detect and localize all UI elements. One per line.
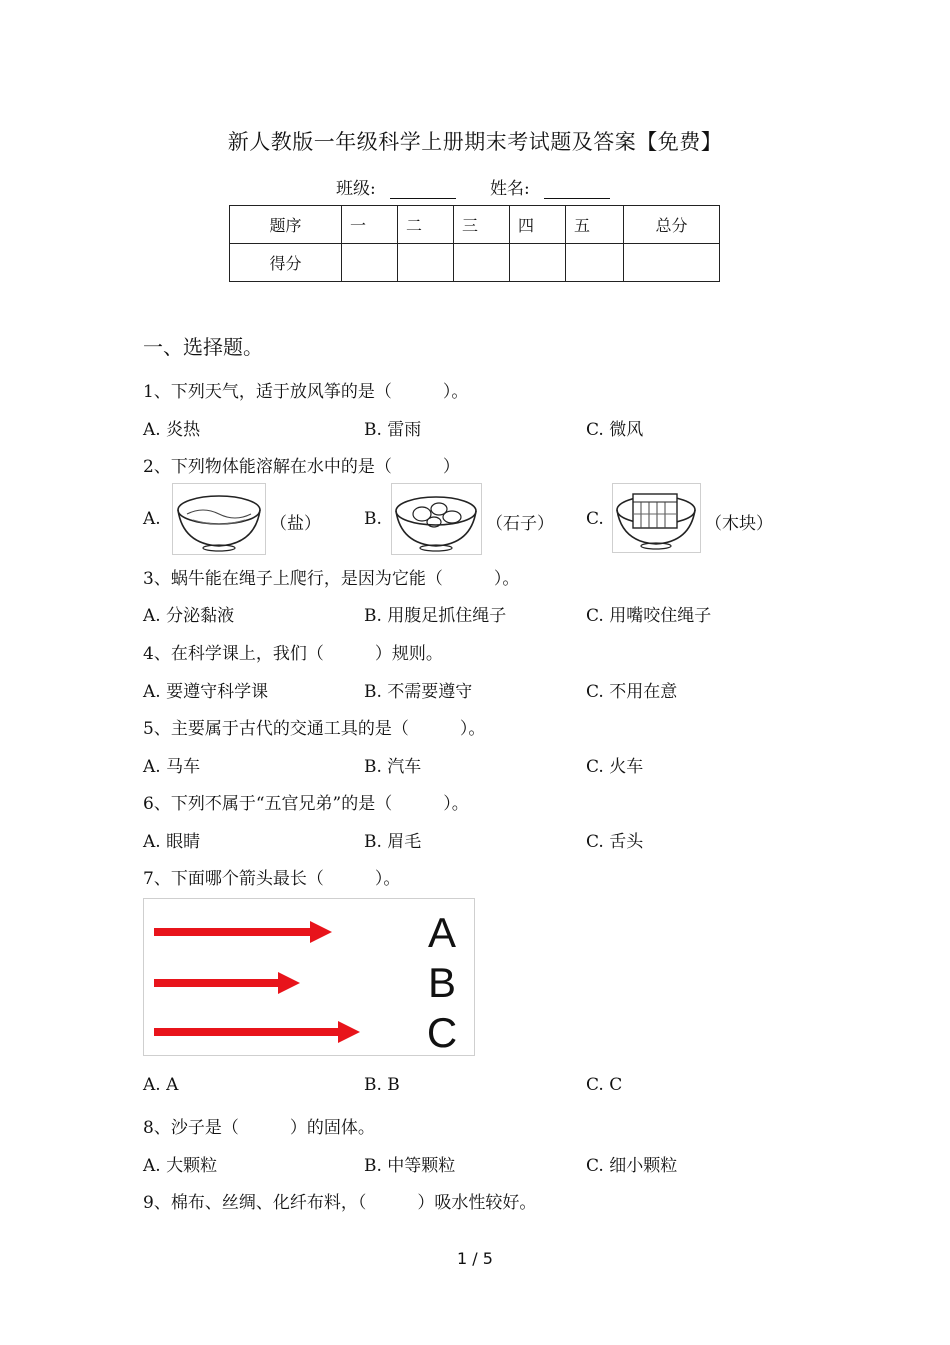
- arrow-label-c: C: [426, 1009, 458, 1055]
- arrow-comparison-figure: [143, 898, 475, 1056]
- question-5-option-b: B. 汽车: [364, 757, 422, 777]
- question-7-stem: 7、下面哪个箭头最长（ ）。: [143, 869, 401, 889]
- question-2-stem: 2、下列物体能溶解在水中的是（ ）: [143, 457, 460, 477]
- score-cell: [398, 244, 454, 282]
- score-cell: [510, 244, 566, 282]
- question-5-option-a: A. 马车: [143, 757, 201, 777]
- score-header-cell: 总分: [624, 206, 720, 244]
- question-3-stem: 3、蜗牛能在绳子上爬行，是因为它能（ ）。: [143, 569, 520, 589]
- question-2-option-c: C.: [586, 509, 604, 529]
- score-table-header-row: [230, 206, 720, 244]
- question-2-caption-c: （木块）: [705, 514, 773, 534]
- question-4-stem: 4、在科学课上，我们（ ）规则。: [143, 644, 443, 664]
- arrow-label-b: B: [427, 959, 457, 1006]
- question-3-option-a: A. 分泌黏液: [143, 606, 235, 626]
- page-number: 1 / 5: [457, 1249, 493, 1268]
- question-6-option-c: C. 舌头: [586, 832, 644, 852]
- question-8-stem: 8、沙子是（ ）的固体。: [143, 1118, 375, 1138]
- question-1-option-b: B. 雷雨: [364, 420, 422, 440]
- score-row-label: 得分: [230, 244, 342, 282]
- page-title: 新人教版一年级科学上册期末考试题及答案【免费】: [227, 130, 723, 154]
- question-1-stem: 1、下列天气，适于放风筝的是（ ）。: [143, 382, 469, 402]
- question-2-caption-b: （石子）: [486, 514, 554, 534]
- question-4-option-b: B. 不需要遵守: [364, 682, 473, 702]
- section-heading: 一、选择题。: [143, 335, 263, 359]
- wood-block-bowl-image: [612, 483, 701, 553]
- question-6-stem: 6、下列不属于“五官兄弟”的是（ ）。: [143, 794, 469, 814]
- question-5-option-c: C. 火车: [586, 757, 644, 777]
- class-label: 班级:: [336, 179, 376, 199]
- question-7-option-b: B. B: [364, 1075, 400, 1095]
- score-header-cell: 四: [510, 206, 566, 244]
- question-7-option-c: C. C: [586, 1075, 623, 1095]
- score-table-score-row: [230, 244, 720, 282]
- question-8-option-c: C. 细小颗粒: [586, 1156, 678, 1176]
- question-8-option-a: A. 大颗粒: [143, 1156, 218, 1176]
- score-cell: [624, 244, 720, 282]
- question-7-option-a: A. A: [143, 1075, 179, 1095]
- question-6-option-a: A. 眼睛: [143, 832, 201, 852]
- score-header-cell: 题序: [230, 206, 342, 244]
- class-blank: [390, 180, 456, 199]
- arrow-b: [154, 972, 300, 994]
- score-cell: [566, 244, 624, 282]
- arrow-label-a: A: [427, 909, 457, 956]
- question-1-option-c: C. 微风: [586, 420, 644, 440]
- question-1-option-a: A. 炎热: [143, 420, 201, 440]
- score-header-cell: 三: [454, 206, 510, 244]
- class-field: [336, 174, 456, 199]
- score-cell: [454, 244, 510, 282]
- stone-bowl-image: [391, 483, 482, 555]
- salt-bowl-image: [172, 483, 266, 555]
- question-9-stem: 9、棉布、丝绸、化纤布料，（ ）吸水性较好。: [143, 1193, 537, 1213]
- score-header-cell: 二: [398, 206, 454, 244]
- score-cell: [342, 244, 398, 282]
- question-3-option-c: C. 用嘴咬住绳子: [586, 606, 712, 626]
- score-header-cell: 一: [342, 206, 398, 244]
- arrow-a: [154, 921, 332, 943]
- question-5-stem: 5、主要属于古代的交通工具的是（ ）。: [143, 719, 486, 739]
- arrow-c: [154, 1021, 360, 1043]
- question-4-option-a: A. 要遵守科学课: [143, 682, 269, 702]
- name-field: [490, 174, 610, 199]
- question-4-option-c: C. 不用在意: [586, 682, 678, 702]
- score-header-cell: 五: [566, 206, 624, 244]
- name-blank: [544, 180, 610, 199]
- question-8-option-b: B. 中等颗粒: [364, 1156, 456, 1176]
- score-table: [229, 205, 720, 282]
- question-3-option-b: B. 用腹足抓住绳子: [364, 606, 507, 626]
- question-6-option-b: B. 眉毛: [364, 832, 422, 852]
- question-2-option-a: A.: [143, 509, 161, 529]
- name-label: 姓名:: [490, 179, 530, 199]
- question-2-option-b: B.: [364, 509, 382, 529]
- question-2-caption-a: （盐）: [270, 514, 321, 534]
